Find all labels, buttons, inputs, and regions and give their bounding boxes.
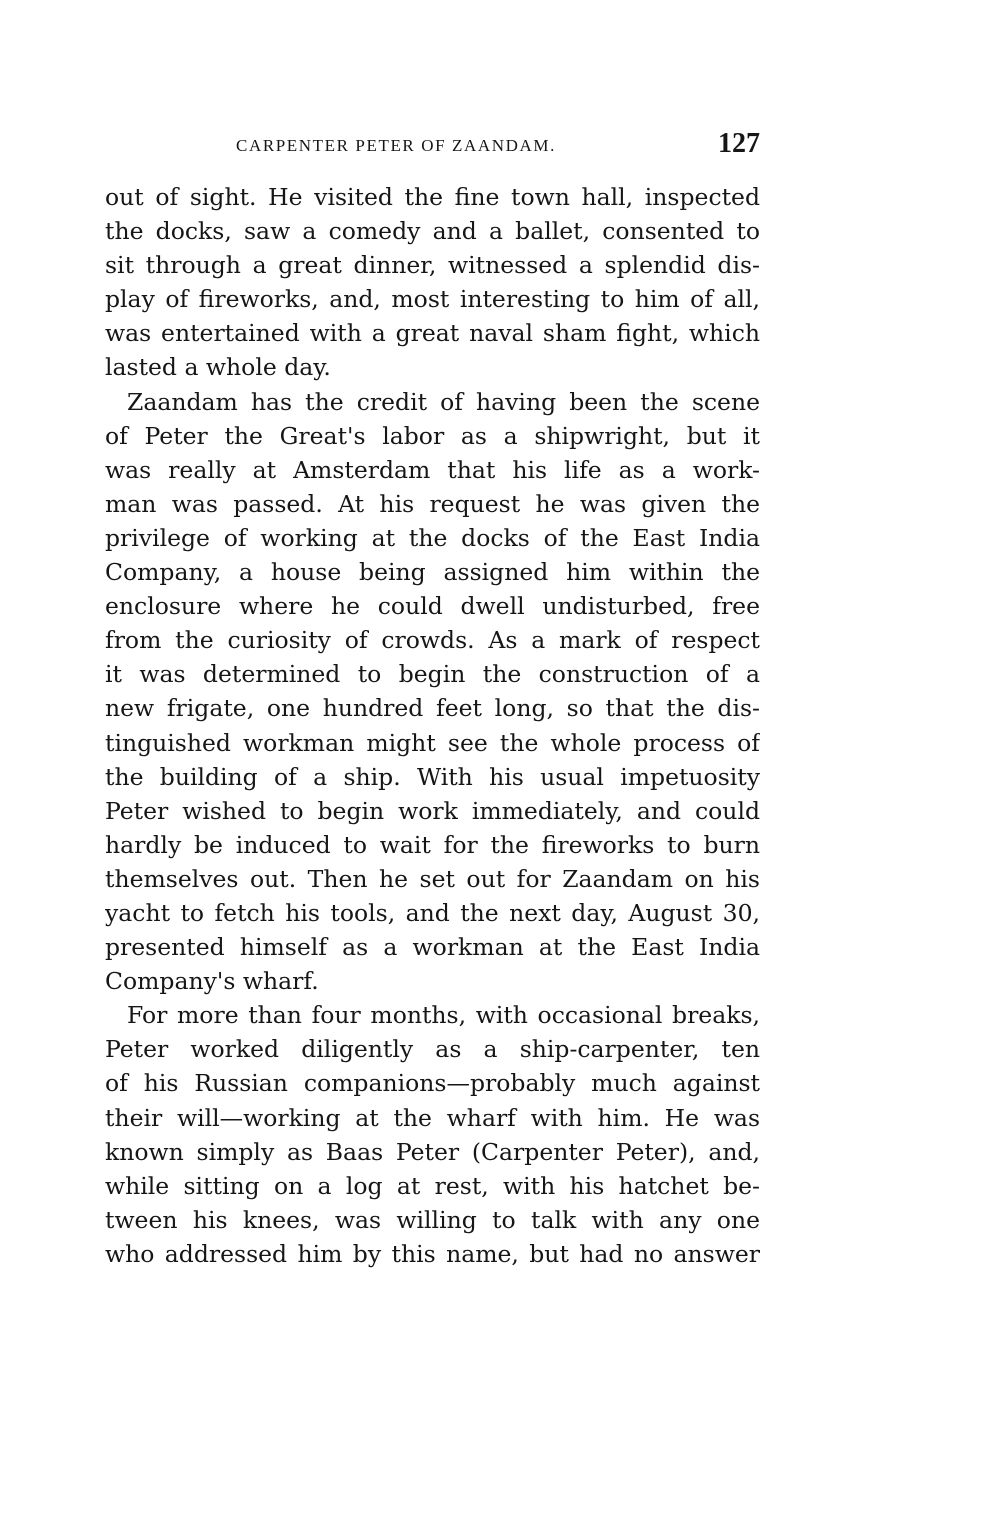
text-line: tween his knees, was willing to talk with any one bbox=[105, 1205, 760, 1234]
text-line: themselves out. Then he set out for Zaandam on his bbox=[105, 864, 760, 893]
page-number: 127 bbox=[718, 128, 760, 159]
text-line: was really at Amsterdam that his life as a work- bbox=[105, 455, 760, 484]
text-line: Company, a house being assigned him within the bbox=[105, 558, 760, 587]
page-header bbox=[105, 128, 760, 168]
text-line: play of fireworks, and, most interesting to him of all, bbox=[105, 285, 760, 314]
text-line: known simply as Baas Peter (Carpenter Peter), and, bbox=[105, 1137, 760, 1166]
text-line: For more than four months, with occasional breaks, bbox=[127, 1001, 760, 1030]
body-text bbox=[105, 180, 760, 1271]
text-line: out of sight. He visited the fine town hall, inspected bbox=[105, 183, 760, 211]
text-line: enclosure where he could dwell undisturbed, free bbox=[105, 592, 760, 621]
text-line: of Peter the Great's labor as a shipwright, but it bbox=[105, 421, 760, 450]
text-line: from the curiosity of crowds. As a mark of respect bbox=[105, 626, 760, 655]
text-line: it was determined to begin the construction of a bbox=[105, 660, 760, 689]
text-line: while sitting on a log at rest, with his hatchet be- bbox=[105, 1171, 760, 1200]
text-line: their will—working at the wharf with him. He was bbox=[105, 1103, 760, 1132]
text-line: man was passed. At his request he was given the bbox=[105, 489, 760, 518]
text-line: who addressed him by this name, but had no answer bbox=[105, 1239, 760, 1268]
text-line: tinguished workman might see the whole process of bbox=[105, 728, 760, 757]
text-line: lasted a whole day. bbox=[105, 353, 331, 382]
text-line: Zaandam has the credit of having been the scene bbox=[127, 387, 760, 416]
text-line: the building of a ship. With his usual impetuosity bbox=[105, 762, 760, 791]
text-line: the docks, saw a comedy and a ballet, consented to bbox=[105, 217, 760, 246]
text-line: was entertained with a great naval sham fight, which bbox=[105, 319, 760, 348]
running-head: CARPENTER PETER OF ZAANDAM. bbox=[236, 136, 556, 155]
text-line: privilege of working at the docks of the East India bbox=[105, 523, 760, 552]
text-line: Peter worked diligently as a ship-carpenter, ten bbox=[105, 1035, 760, 1064]
text-line: Peter wished to begin work immediately, and could bbox=[105, 796, 760, 825]
text-line: yacht to fetch his tools, and the next day, August 30, bbox=[105, 898, 760, 927]
text-line: of his Russian companions—probably much against bbox=[105, 1069, 760, 1098]
text-line: presented himself as a workman at the East India bbox=[105, 933, 760, 962]
text-line: new frigate, one hundred feet long, so that the dis- bbox=[105, 694, 760, 723]
text-line: hardly be induced to wait for the fireworks to burn bbox=[105, 830, 760, 859]
text-line: Company's wharf. bbox=[105, 967, 319, 996]
text-line: sit through a great dinner, witnessed a splendid dis- bbox=[105, 251, 760, 280]
